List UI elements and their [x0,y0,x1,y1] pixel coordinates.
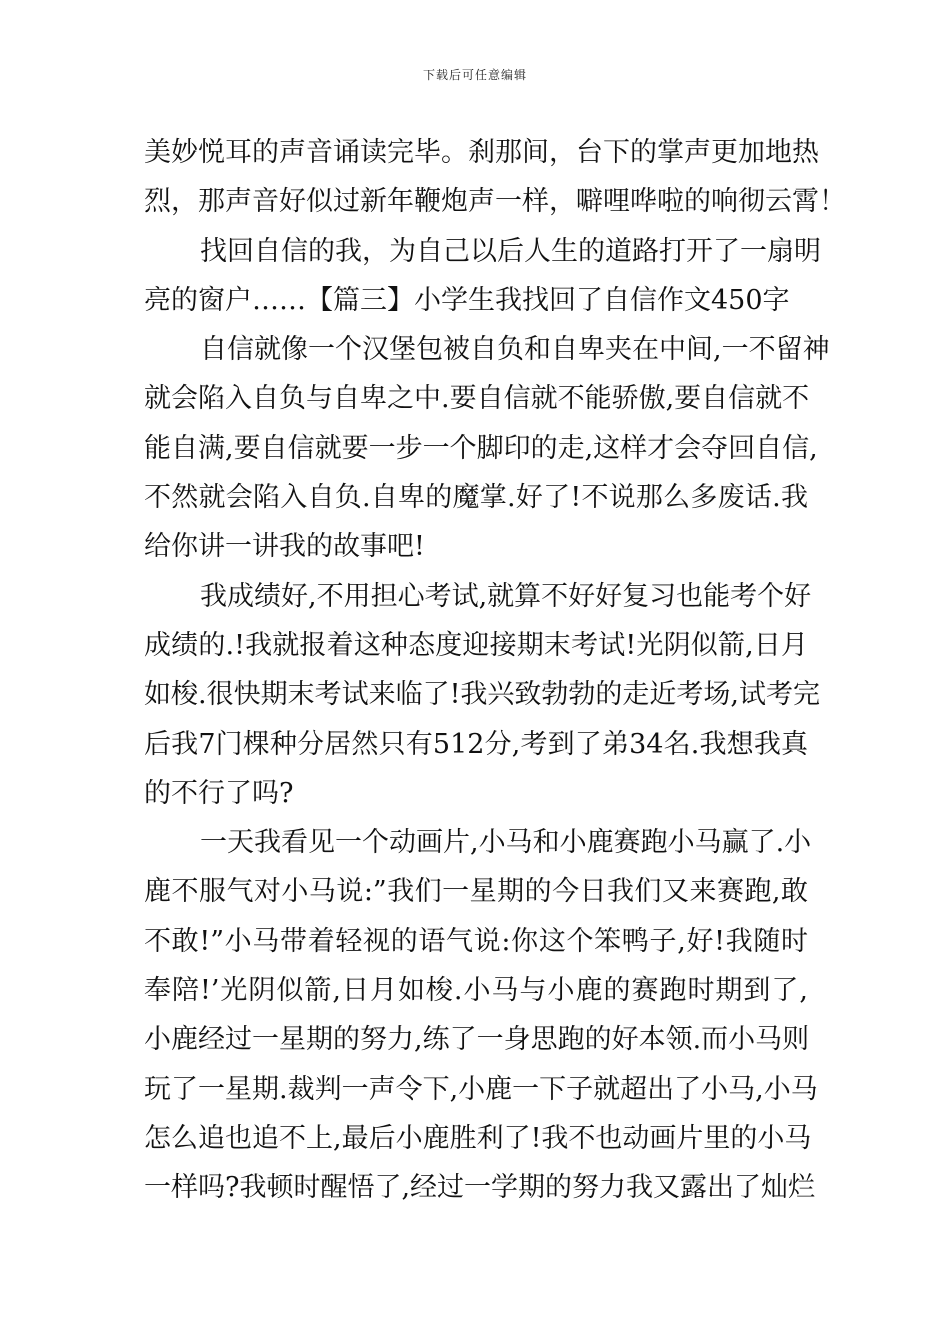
text-line: 鹿不服气对小马说:”我们一星期的今日我们又来赛跑,敢 [144,876,808,908]
text-line: 一样吗?我顿时醒悟了,经过一学期的努力我又露出了灿烂 [144,1172,816,1204]
text-line: 玩了一星期.裁判一声令下,小鹿一下子就超出了小马,小马 [144,1073,818,1105]
text-line: 后我7门棵种分居然只有512分,考到了弟34名.我想我真 [144,728,808,760]
text-line: 美妙悦耳的声音诵读完毕。刹那间，台下的掌声更加地热 [144,137,819,168]
text-line: 成绩的.!我就报着这种态度迎接期末考试!光阴似箭,日月 [144,629,808,661]
text-line: 的不行了吗? [144,777,294,809]
text-line: 不然就会陷入自负.自卑的魔掌.好了!不说那么多废话.我 [144,482,808,514]
text-line: 烈，那声音好似过新年鞭炮声一样，噼哩哗啦的响彻云霄！ [144,186,846,218]
text-line: 怎么追也追不上,最后小鹿胜利了!我不也动画片里的小马 [144,1122,812,1154]
text-line: 不敢!”小马带着轻视的语气说:你这个笨鸭子,好!我随时 [144,925,808,957]
text-line: 给你讲一讲我的故事吧! [144,531,425,563]
page-header-note: 下载后可任意编辑 [422,68,527,82]
text-line: 一天我看见一个动画片,小马和小鹿赛跑小马赢了.小 [200,827,812,859]
text-line: 如梭.很快期末考试来临了!我兴致勃勃的走近考场,试考完 [144,679,821,711]
text-line: 找回自信的我，为自己以后人生的道路打开了一扇明 [200,235,821,267]
document-body [144,128,846,1213]
text-line: 小鹿经过一星期的努力,练了一身思跑的好本领.而小马则 [144,1024,810,1056]
text-line: 能自满,要自信就要一步一个脚印的走,这样才会夺回自信, [144,432,818,464]
text-line: 亮的窗户……【篇三】小学生我找回了自信作文450字 [144,284,790,316]
text-line: 自信就像一个汉堡包被自负和自卑夹在中间,一不留神 [200,334,830,366]
text-line: 奉陪!’光阴似箭,日月如梭.小马与小鹿的赛跑时期到了, [144,975,808,1007]
text-line: 我成绩好,不用担心考试,就算不好好复习也能考个好 [200,580,812,612]
text-line: 就会陷入自负与自卑之中.要自信就不能骄傲,要自信就不 [144,383,810,415]
